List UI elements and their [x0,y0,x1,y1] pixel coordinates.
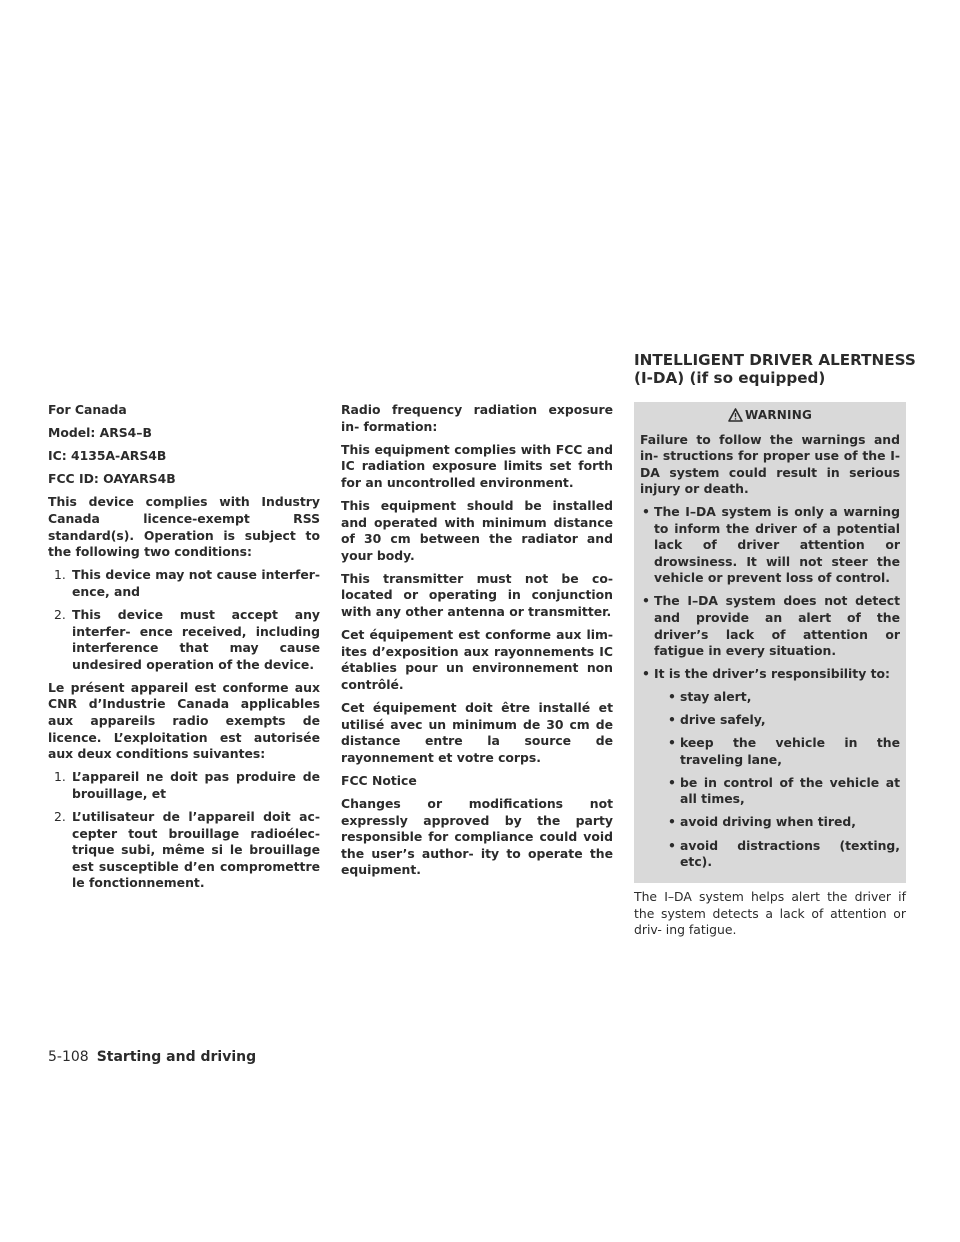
list-item: • be in control of the vehicle at all times, [654,775,900,808]
list-item [640,666,900,870]
list-item: • stay alert, [654,689,900,706]
list-text: This device may not cause interfer- ence, and [72,567,320,599]
conditions-list-fr [48,769,320,892]
warning-bullets [640,504,900,871]
right-column [634,402,906,946]
list-item [48,809,320,892]
list-number: 1. [54,769,66,785]
list-item [48,769,320,802]
compliance-paragraph-en: This device complies with Industry Canada licence-exempt RSS standard(s). Operation is subject to the following two conditions: [48,494,320,560]
paragraph: This equipment should be installed and operated with minimum distance of 30 cm between the radiator and your body. [341,497,613,563]
heading-for-canada: For Canada [48,402,127,417]
list-item: • avoid driving when tired, [654,814,900,831]
list-item: • avoid distractions (texting, etc). [654,838,900,871]
body-paragraph: The I–DA system helps alert the driver if the system detects a lack of attention or driv- ing fatigue. [634,889,906,938]
fcc-notice-heading: FCC Notice [341,772,417,788]
list-item: • drive safely, [654,712,900,729]
footer-section-name: Starting and driving [96,1049,257,1065]
list-text: This device must accept any interfer- ence received, including interference that may cause undesired operation of the device. [72,606,320,672]
page-number: 5-108 [48,1049,89,1065]
warning-triangle-icon [728,408,745,422]
responsibility-sublist [654,689,900,871]
section-title-line-1: INTELLIGENT DRIVER ALERTNESS [634,351,916,369]
fcc-id-line: FCC ID: OAYARS4B [48,471,176,487]
list-number: 1. [54,567,66,583]
ic-line: IC: 4135A-ARS4B [48,448,167,464]
paragraph: This transmitter must not be co-located or operating in conjunction with any other antenna or transmitter. [341,570,613,620]
model-line: Model: ARS4–B [48,425,152,441]
list-text: L’appareil ne doit pas produire de brouillage, et [72,769,320,801]
warning-box [634,402,906,883]
list-item [48,567,320,600]
paragraph: This equipment complies with FCC and IC radiation exposure limits set forth for an uncontrolled environment. [341,441,613,490]
warning-intro: Failure to follow the warnings and in- structions for proper use of the I-DA system could result in serious injury or death. [640,431,900,497]
page-footer [48,1049,256,1065]
left-column [48,402,320,898]
list-text: L’utilisateur de l’appareil doit ac- cepter tout brouillage radioélec- trique subi, même si le brouillage est susceptible d’en compromettre le fonctionnement. [72,808,320,891]
paragraph: Cet équipement est conforme aux lim- ites d’exposition aux rayonnements IC établies pour un environnement non contrôlé. [341,627,613,692]
middle-column [341,402,613,885]
conditions-list-en [48,567,320,673]
list-item: • The I–DA system is only a warning to inform the driver of a potential lack of driver attention or drowsiness. It will not steer the vehicle or prevent loss of control. [640,504,900,587]
warning-header [640,407,900,424]
list-item: • The I–DA system does not detect and provide an alert of the driver’s lack of attention or fatigue in every situation. [640,593,900,659]
list-text: It is the driver’s responsibility to: [654,666,891,682]
paragraph: Radio frequency radiation exposure in- formation: [341,402,613,434]
list-number: 2. [54,808,66,824]
warning-label: WARNING [744,408,813,422]
list-number: 2. [54,606,66,622]
paragraph: Cet équipement doit être installé et utilisé avec un minimum de 30 cm de distance entre la source de rayonnement et votre corps. [341,700,613,765]
compliance-paragraph-fr: Le présent appareil est conforme aux CNR d’Industrie Canada applicables aux appareils radio exempts de licence. L’exploitation est autorisée aux deux conditions suivantes: [48,679,320,762]
list-item [48,607,320,673]
list-item: • keep the vehicle in the traveling lane, [654,735,900,768]
section-title-line-2: (I-DA) (if so equipped) [634,369,826,387]
section-title [634,351,924,387]
paragraph: Changes or modifications not expressly approved by the party responsible for compliance could void the user’s author- ity to operate the equipment. [341,795,613,878]
